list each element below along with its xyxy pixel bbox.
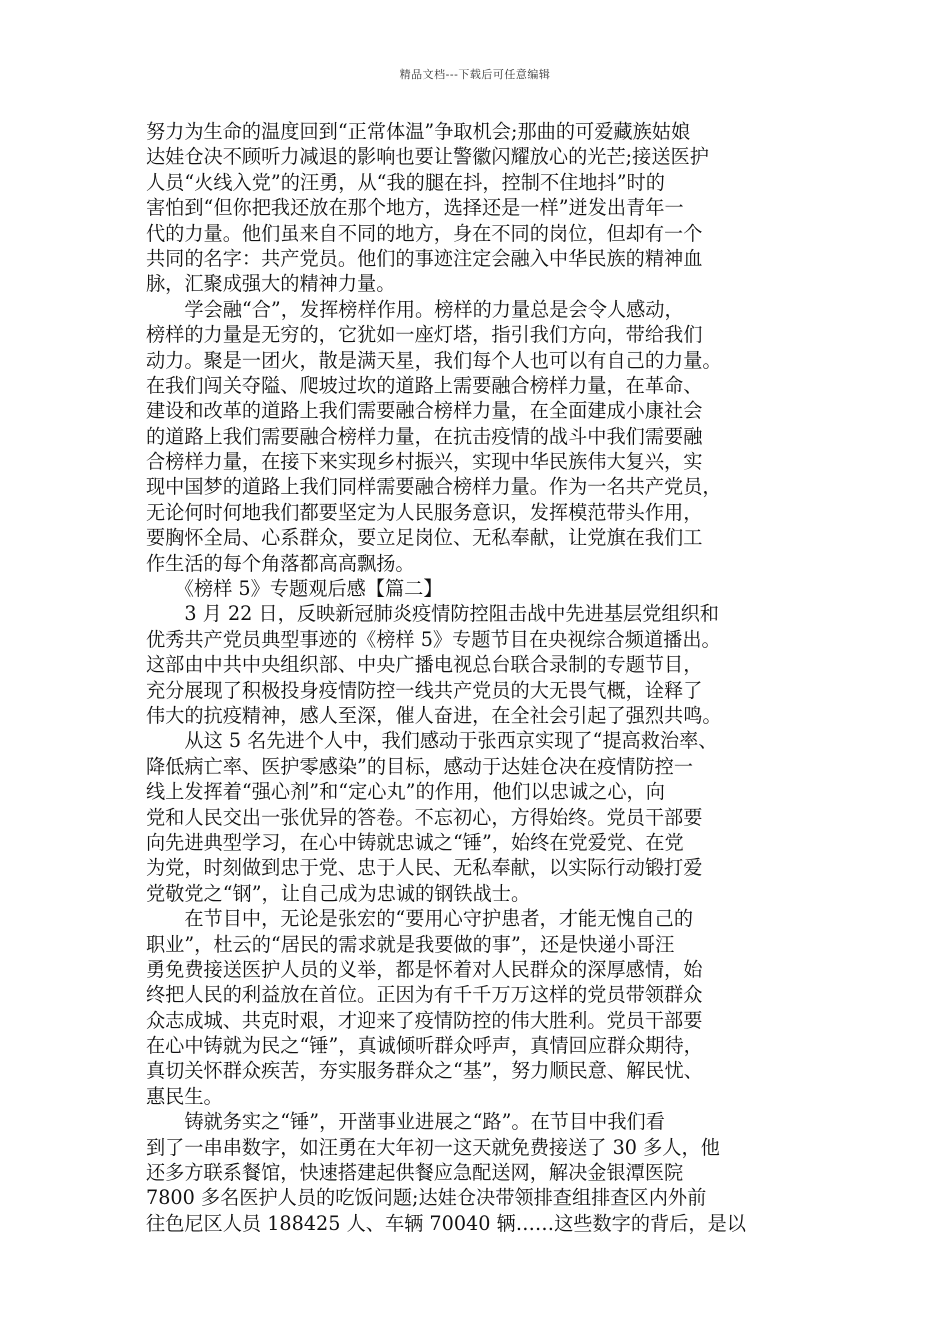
text-line: 铸就务实之“锤”，开凿事业进展之“路”。在节目中我们看 <box>146 1110 665 1134</box>
text-line: 共同的名字：共产党员。他们的事迹注定会融入中华民族的精神血 <box>146 246 703 270</box>
text-line: 代的力量。他们虽来自不同的地方，身在不同的岗位，但却有一个 <box>146 221 703 245</box>
text-line: 的道路上我们需要融合榜样力量，在抗击疫情的战斗中我们需要融 <box>146 424 703 448</box>
text-line: 在节目中，无论是张宏的“要用心守护患者，才能无愧自己的 <box>146 907 694 931</box>
text-line: 勇免费接送医护人员的义举，都是怀着对人民群众的深厚感情，始 <box>146 957 703 981</box>
text-line: 众志成城、共克时艰，才迎来了疫情防控的伟大胜利。党员干部要 <box>146 1008 703 1032</box>
text-line: 在心中铸就为民之“锤”，真诚倾听群众呼声，真情回应群众期待， <box>146 1034 703 1058</box>
text-line: 线上发挥着“强心剂”和“定心丸”的作用，他们以忠诚之心，向 <box>146 780 665 804</box>
text-line: 现中国梦的道路上我们同样需要融合榜样力量。作为一名共产党员， <box>146 475 722 499</box>
text-line: 真切关怀群众疾苦，夯实服务群众之“基”，努力顺民意、解民忧、 <box>146 1059 703 1083</box>
text-line: 作生活的每个角落都高高飘扬。 <box>146 551 415 575</box>
text-line: 这部由中共中央组织部、中央广播电视总台联合录制的专题节目， <box>146 653 703 677</box>
text-line: 努力为生命的温度回到“正常体温”争取机会;那曲的可爱藏族姑娘 <box>146 120 691 143</box>
page-header: 精品文档---下载后可任意编辑 <box>399 68 551 81</box>
text-line: 职业”，杜云的“居民的需求就是我要做的事”，还是快递小哥汪 <box>146 932 675 956</box>
text-line: 终把人民的利益放在首位。正因为有千千万万这样的党员带领群众 <box>146 983 703 1007</box>
text-line: 党和人民交出一张优异的答卷。不忘初心，方得始终。党员干部要 <box>146 805 703 829</box>
text-line: 无论何时何地我们都要坚定为人民服务意识，发挥模范带头作用， <box>146 500 703 524</box>
text-line: 从这 5 名先进个人中，我们感动于张西京实现了“提高救治率、 <box>146 729 718 753</box>
text-line: 人员“火线入党”的汪勇，从“我的腿在抖，控制不住地抖”时的 <box>146 170 665 194</box>
text-line: 党敬党之“钢”，让自己成为忠诚的钢铁战士。 <box>146 881 531 905</box>
text-line: 伟大的抗疫精神，感人至深，催人奋进，在全社会引起了强烈共鸣。 <box>146 703 722 727</box>
document-body <box>146 119 830 1236</box>
text-line: 脉，汇聚成强大的精神力量。 <box>146 272 396 296</box>
text-line: 动力。聚是一团火，散是满天星，我们每个人也可以有自己的力量。 <box>146 348 722 372</box>
text-line: 到了一串串数字，如汪勇在大年初一这天就免费接送了 30 多人，他 <box>146 1135 720 1159</box>
text-line: 7800 多名医护人员的吃饭问题;达娃仓决带领排查组排查区内外前 <box>146 1186 707 1210</box>
text-line: 为党，时刻做到忠于党、忠于人民、无私奉献，以实际行动锻打爱 <box>146 856 703 880</box>
text-line: 往色尼区人员 188425 人、车辆 70040 辆……这些数字的背后，是以 <box>146 1211 746 1235</box>
text-line: 建设和改革的道路上我们需要融合榜样力量，在全面建成小康社会 <box>146 399 703 423</box>
text-line: 向先进典型学习，在心中铸就忠诚之“锤”，始终在党爱党、在党 <box>146 830 684 854</box>
text-line: 要胸怀全局、心系群众，要立足岗位、无私奉献，让党旗在我们工 <box>146 526 703 550</box>
text-line: 在我们闯关夺隘、爬坡过坎的道路上需要融合榜样力量，在革命、 <box>146 373 703 397</box>
text-line: 降低病亡率、医护零感染”的目标，感动于达娃仓决在疫情防控一 <box>146 754 694 778</box>
text-line: 榜样的力量是无穷的，它犹如一座灯塔，指引我们方向，带给我们 <box>146 323 703 347</box>
text-line: 充分展现了积极投身疫情防控一线共产党员的大无畏气概，诠释了 <box>146 678 703 702</box>
text-line: 还多方联系餐馆，快速搭建起供餐应急配送网，解决金银潭医院 <box>146 1161 684 1185</box>
text-line: 学会融“合”，发挥榜样作用。榜样的力量总是会令人感动， <box>146 297 684 321</box>
text-line: 3 月 22 日，反映新冠肺炎疫情防控阻击战中先进基层党组织和 <box>146 602 719 626</box>
text-line: 惠民生。 <box>146 1084 223 1108</box>
text-line: 优秀共产党员典型事迹的《榜样 5》专题节目在央视综合频道播出。 <box>146 627 721 651</box>
text-line: 合榜样力量，在接下来实现乡村振兴，实现中华民族伟大复兴，实 <box>146 450 703 474</box>
text-line: 《榜样 5》专题观后感【篇二】 <box>146 577 443 601</box>
text-line: 害怕到“但你把我还放在那个地方，选择还是一样”迸发出青年一 <box>146 196 684 220</box>
text-line: 达娃仓决不顾听力减退的影响也要让警徽闪耀放心的光芒;接送医护 <box>146 145 709 169</box>
